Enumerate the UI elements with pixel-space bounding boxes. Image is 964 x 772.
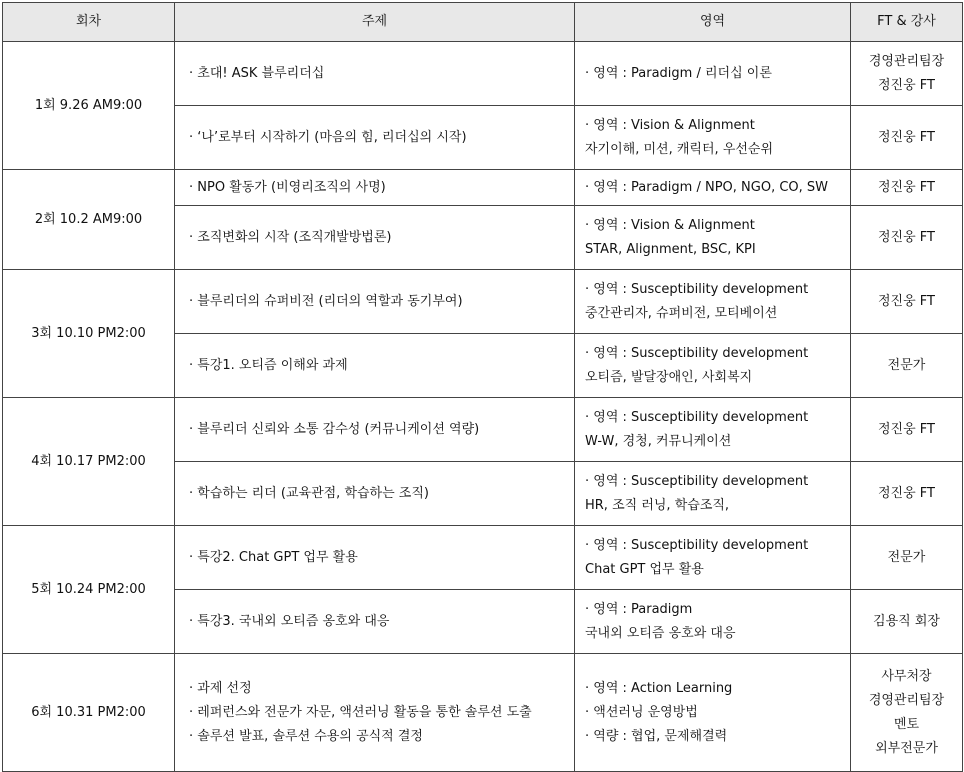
session-cell: 2회 10.2 AM9:00: [3, 170, 175, 270]
ft-cell: [851, 106, 963, 170]
area-line: · 영역 : Vision & Alignment: [585, 217, 755, 233]
topic-line: · 과제 선정: [189, 680, 252, 696]
ft-cell: [851, 590, 963, 654]
area-line: · 영역 : Susceptibility development: [585, 537, 809, 553]
topic-cell: [175, 590, 575, 654]
topic-line: · 레퍼런스와 전문가 자문, 액션러닝 활동을 통한 솔루션 도출: [189, 704, 532, 720]
topic-cell: [175, 526, 575, 590]
ft-line: 경영관리팀장: [868, 692, 945, 708]
topic-line: · 솔루션 발표, 솔루션 수용의 공식적 결정: [189, 728, 423, 744]
area-cell: [575, 462, 851, 526]
topic-cell: [175, 170, 575, 206]
area-line: HR, 조직 러닝, 학습조직,: [585, 497, 730, 513]
area-cell: [575, 42, 851, 106]
table-row: [3, 170, 963, 206]
topic-line: · 초대! ASK 블루리더십: [189, 65, 325, 81]
ft-cell: [851, 170, 963, 206]
ft-line: 전문가: [887, 357, 926, 373]
ft-line: 정진웅 FT: [878, 179, 935, 195]
table-row: [3, 270, 963, 334]
header-area: 영역: [575, 3, 851, 42]
topic-line: · 특강1. 오티즘 이해와 과제: [189, 357, 348, 373]
topic-line: · 블루리더 신뢰와 소통 감수성 (커뮤니케이션 역량): [189, 421, 480, 437]
ft-line: 정진웅 FT: [878, 129, 935, 145]
area-line: · 역량 : 협업, 문제해결력: [585, 728, 728, 744]
topic-cell: [175, 654, 575, 772]
table-row: [3, 42, 963, 106]
area-line: · 액션러닝 운영방법: [585, 704, 698, 720]
area-line: · 영역 : Vision & Alignment: [585, 117, 755, 133]
ft-cell: [851, 42, 963, 106]
area-line: 오티즘, 발달장애인, 사회복지: [585, 369, 753, 385]
ft-cell: [851, 526, 963, 590]
topic-cell: [175, 106, 575, 170]
table-row: [3, 654, 963, 772]
ft-line: 경영관리팀장: [868, 53, 945, 69]
ft-line: 정진웅 FT: [878, 421, 935, 437]
header-ft: FT & 강사: [851, 3, 963, 42]
topic-line: · NPO 활동가 (비영리조직의 사명): [189, 179, 386, 195]
ft-cell: [851, 462, 963, 526]
ft-line: 사무처장: [881, 668, 932, 684]
header-topic: 주제: [175, 3, 575, 42]
session-cell: 5회 10.24 PM2:00: [3, 526, 175, 654]
table-row: [3, 398, 963, 462]
topic-cell: [175, 462, 575, 526]
area-line: 자기이해, 미션, 캐릭터, 우선순위: [585, 141, 774, 157]
topic-line: · 조직변화의 시작 (조직개발방법론): [189, 229, 392, 245]
ft-line: 멘토: [893, 716, 920, 732]
area-cell: [575, 270, 851, 334]
area-cell: [575, 590, 851, 654]
area-cell: [575, 654, 851, 772]
area-line: STAR, Alignment, BSC, KPI: [585, 241, 756, 257]
table-row: [3, 526, 963, 590]
header-session: 회차: [3, 3, 175, 42]
ft-cell: [851, 398, 963, 462]
topic-cell: [175, 42, 575, 106]
topic-cell: [175, 334, 575, 398]
topic-line: · ‘나’로부터 시작하기 (마음의 힘, 리더십의 시작): [189, 129, 467, 145]
session-cell: 3회 10.10 PM2:00: [3, 270, 175, 398]
curriculum-table: [2, 2, 963, 772]
area-cell: [575, 526, 851, 590]
topic-cell: [175, 398, 575, 462]
topic-line: · 블루리더의 슈퍼비전 (리더의 역할과 동기부여): [189, 293, 463, 309]
ft-line: 전문가: [887, 549, 926, 565]
ft-cell: [851, 334, 963, 398]
ft-cell: [851, 206, 963, 270]
area-line: · 영역 : Susceptibility development: [585, 473, 809, 489]
topic-line: · 특강3. 국내외 오티즘 옹호와 대응: [189, 613, 390, 629]
area-line: W-W, 경청, 커뮤니케이션: [585, 433, 732, 449]
ft-line: 정진웅 FT: [878, 293, 935, 309]
session-cell: 4회 10.17 PM2:00: [3, 398, 175, 526]
area-line: · 영역 : Susceptibility development: [585, 281, 809, 297]
ft-line: 김용직 회장: [873, 613, 940, 629]
area-line: Chat GPT 업무 활용: [585, 561, 704, 577]
session-cell: 6회 10.31 PM2:00: [3, 654, 175, 772]
ft-cell: [851, 270, 963, 334]
area-line: · 영역 : Action Learning: [585, 680, 733, 696]
area-line: · 영역 : Susceptibility development: [585, 409, 809, 425]
ft-line: 외부전문가: [875, 740, 938, 756]
area-cell: [575, 334, 851, 398]
ft-line: 정진웅 FT: [878, 77, 935, 93]
session-cell: 1회 9.26 AM9:00: [3, 42, 175, 170]
area-line: · 영역 : Paradigm: [585, 601, 693, 617]
area-cell: [575, 170, 851, 206]
area-line: · 영역 : Susceptibility development: [585, 345, 809, 361]
ft-cell: [851, 654, 963, 772]
area-line: 중간관리자, 슈퍼비전, 모티베이션: [585, 305, 778, 321]
topic-cell: [175, 270, 575, 334]
topic-line: · 특강2. Chat GPT 업무 활용: [189, 549, 358, 565]
area-line: · 영역 : Paradigm / 리더십 이론: [585, 65, 772, 81]
topic-line: · 학습하는 리더 (교육관점, 학습하는 조직): [189, 485, 429, 501]
area-line: 국내외 오티즘 옹호와 대응: [585, 625, 736, 641]
ft-line: 정진웅 FT: [878, 229, 935, 245]
ft-line: 정진웅 FT: [878, 485, 935, 501]
table-body: [3, 42, 963, 772]
area-cell: [575, 398, 851, 462]
area-line: · 영역 : Paradigm / NPO, NGO, CO, SW: [585, 179, 829, 195]
header-row: [3, 3, 963, 42]
topic-cell: [175, 206, 575, 270]
area-cell: [575, 106, 851, 170]
area-cell: [575, 206, 851, 270]
